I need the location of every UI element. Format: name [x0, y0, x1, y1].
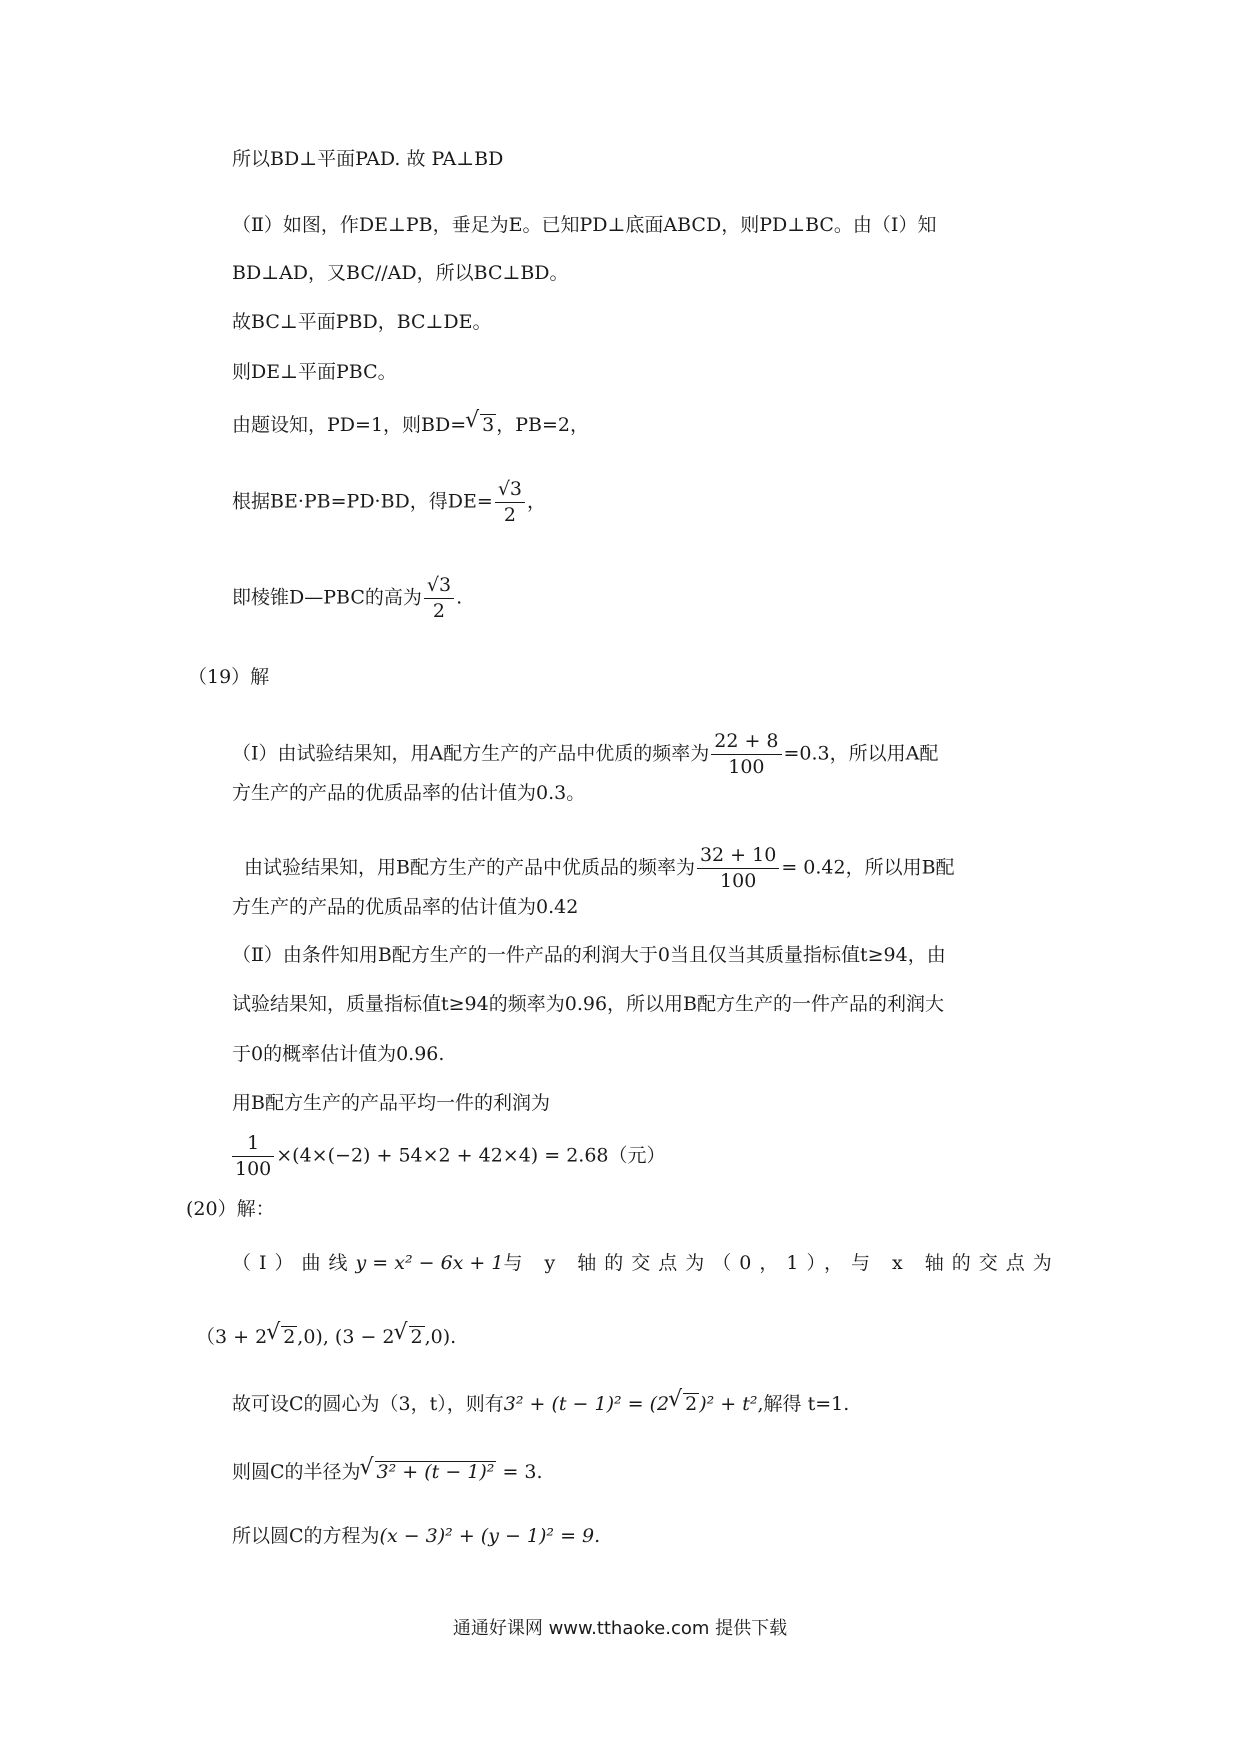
text-segment: .: [456, 586, 463, 609]
denominator: 100: [728, 756, 765, 778]
text-segment: = 3.: [496, 1461, 543, 1483]
text-segment: 由题设知，PD=1，则BD=: [232, 414, 467, 436]
numerator: √3: [495, 480, 525, 503]
text-line-1: 所以BD⊥平面PAD. 故 PA⊥BD: [232, 148, 504, 170]
text-line-16: 用B配方生产的产品平均一件的利润为: [232, 1092, 550, 1114]
fraction: [424, 576, 454, 621]
sqrt-expression: [396, 1326, 425, 1347]
text-segment: ×(4×(−2) + 54×2 + 42×4) = 2.68（元）: [276, 1144, 666, 1167]
denominator: 2: [503, 504, 516, 526]
text-line-4: 故BC⊥平面PBD，BC⊥DE。: [232, 311, 492, 333]
text-segment: ，PB=2，: [496, 414, 590, 436]
text-segment: ,解得 t=1.: [757, 1393, 850, 1415]
math-expression: 3² + (t − 1)² = (2: [503, 1393, 670, 1415]
text-line-14: 试验结果知，质量指标值t≥94的频率为0.96，所以用B配方生产的一件产品的利润大: [232, 993, 945, 1015]
text-line-5: 则DE⊥平面PBC。: [232, 361, 397, 383]
numerator: 22 + 8: [711, 732, 781, 755]
text-segment: ,0).: [424, 1326, 457, 1348]
text-line-11: [244, 846, 955, 891]
text-line-15: 于0的概率估计值为0.96.: [232, 1043, 445, 1065]
text-line-22: [232, 1527, 600, 1546]
denominator: 100: [235, 1158, 272, 1180]
text-segment: （Ⅰ）曲线: [232, 1252, 356, 1274]
denominator: 100: [720, 870, 757, 892]
text-line-20: [232, 1393, 849, 1414]
question-19-header: （19）解: [188, 666, 270, 688]
text-segment: 则圆C的半径为: [232, 1461, 361, 1483]
numerator: √3: [424, 576, 454, 599]
text-segment: （Ⅰ）由试验结果知，用A配方生产的产品中优质的频率为: [232, 742, 710, 765]
sqrt-expression: [670, 1393, 699, 1414]
text-line-19: [196, 1326, 456, 1347]
sqrt-expression: [467, 414, 496, 435]
text-line-18: [232, 1254, 1060, 1273]
text-segment: 根据BE·PB=PD·BD，得DE=: [232, 490, 493, 513]
fraction: [711, 732, 781, 777]
radicand: 2: [283, 1326, 296, 1348]
numerator: 1: [232, 1134, 274, 1157]
text-segment: 故可设C的圆心为（3，t），则有: [232, 1393, 504, 1415]
text-line-10: 方生产的产品的优质品率的估计值为0.3。: [232, 782, 586, 804]
text-segment: ,0), (3 − 2: [297, 1326, 395, 1348]
math-expression: )² + t²: [699, 1393, 758, 1415]
text-line-7: [232, 480, 546, 525]
fraction: [495, 480, 525, 525]
text-segment: 与 y 轴的交点为（0，1），与 x 轴的交点为: [503, 1252, 1060, 1274]
math-expression: (x − 3)² + (y − 1)² = 9.: [379, 1525, 601, 1547]
numerator: 32 + 10: [697, 846, 779, 869]
text-line-17: [230, 1134, 666, 1179]
text-segment: 即棱锥D—PBC的高为: [232, 586, 422, 609]
text-line-12: 方生产的产品的优质品率的估计值为0.42: [232, 896, 579, 918]
text-line-9: [232, 732, 938, 777]
text-segment: =0.3，所以用A配: [783, 742, 939, 765]
denominator: 2: [432, 600, 446, 622]
fraction: [232, 1134, 274, 1179]
text-segment: ，: [527, 490, 547, 513]
text-line-13: （Ⅱ）由条件知用B配方生产的一件产品的利润大于0当且仅当其质量指标值t≥94，由: [232, 944, 946, 966]
fraction: [697, 846, 779, 891]
sqrt-expression: [268, 1326, 297, 1347]
text-segment: （3 + 2: [196, 1326, 268, 1348]
question-20-header: (20）解：: [186, 1198, 275, 1220]
text-line-3: BD⊥AD，又BC//AD，所以BC⊥BD。: [232, 262, 569, 284]
radicand: 2: [685, 1393, 698, 1415]
sqrt-expression: [362, 1461, 497, 1482]
math-expression: y = x² − 6x + 1: [355, 1252, 504, 1274]
text-segment: 所以圆C的方程为: [232, 1525, 380, 1547]
text-segment: 由试验结果知，用B配方生产的产品中优质品的频率为: [244, 856, 695, 879]
radicand: 3: [482, 414, 495, 436]
text-segment: = 0.42，所以用B配: [781, 856, 955, 879]
radicand: 3² + (t − 1)²: [376, 1461, 495, 1483]
page-footer: 通通好课网 www.tthaoke.com 提供下载: [452, 1618, 788, 1639]
text-line-2: （Ⅱ）如图，作DE⊥PB，垂足为E。已知PD⊥底面ABCD，则PD⊥BC。由（Ⅰ）知: [232, 214, 937, 236]
radicand: 2: [410, 1326, 423, 1348]
text-line-8: [232, 576, 462, 621]
text-line-21: [232, 1461, 543, 1482]
text-line-6: [232, 414, 589, 435]
